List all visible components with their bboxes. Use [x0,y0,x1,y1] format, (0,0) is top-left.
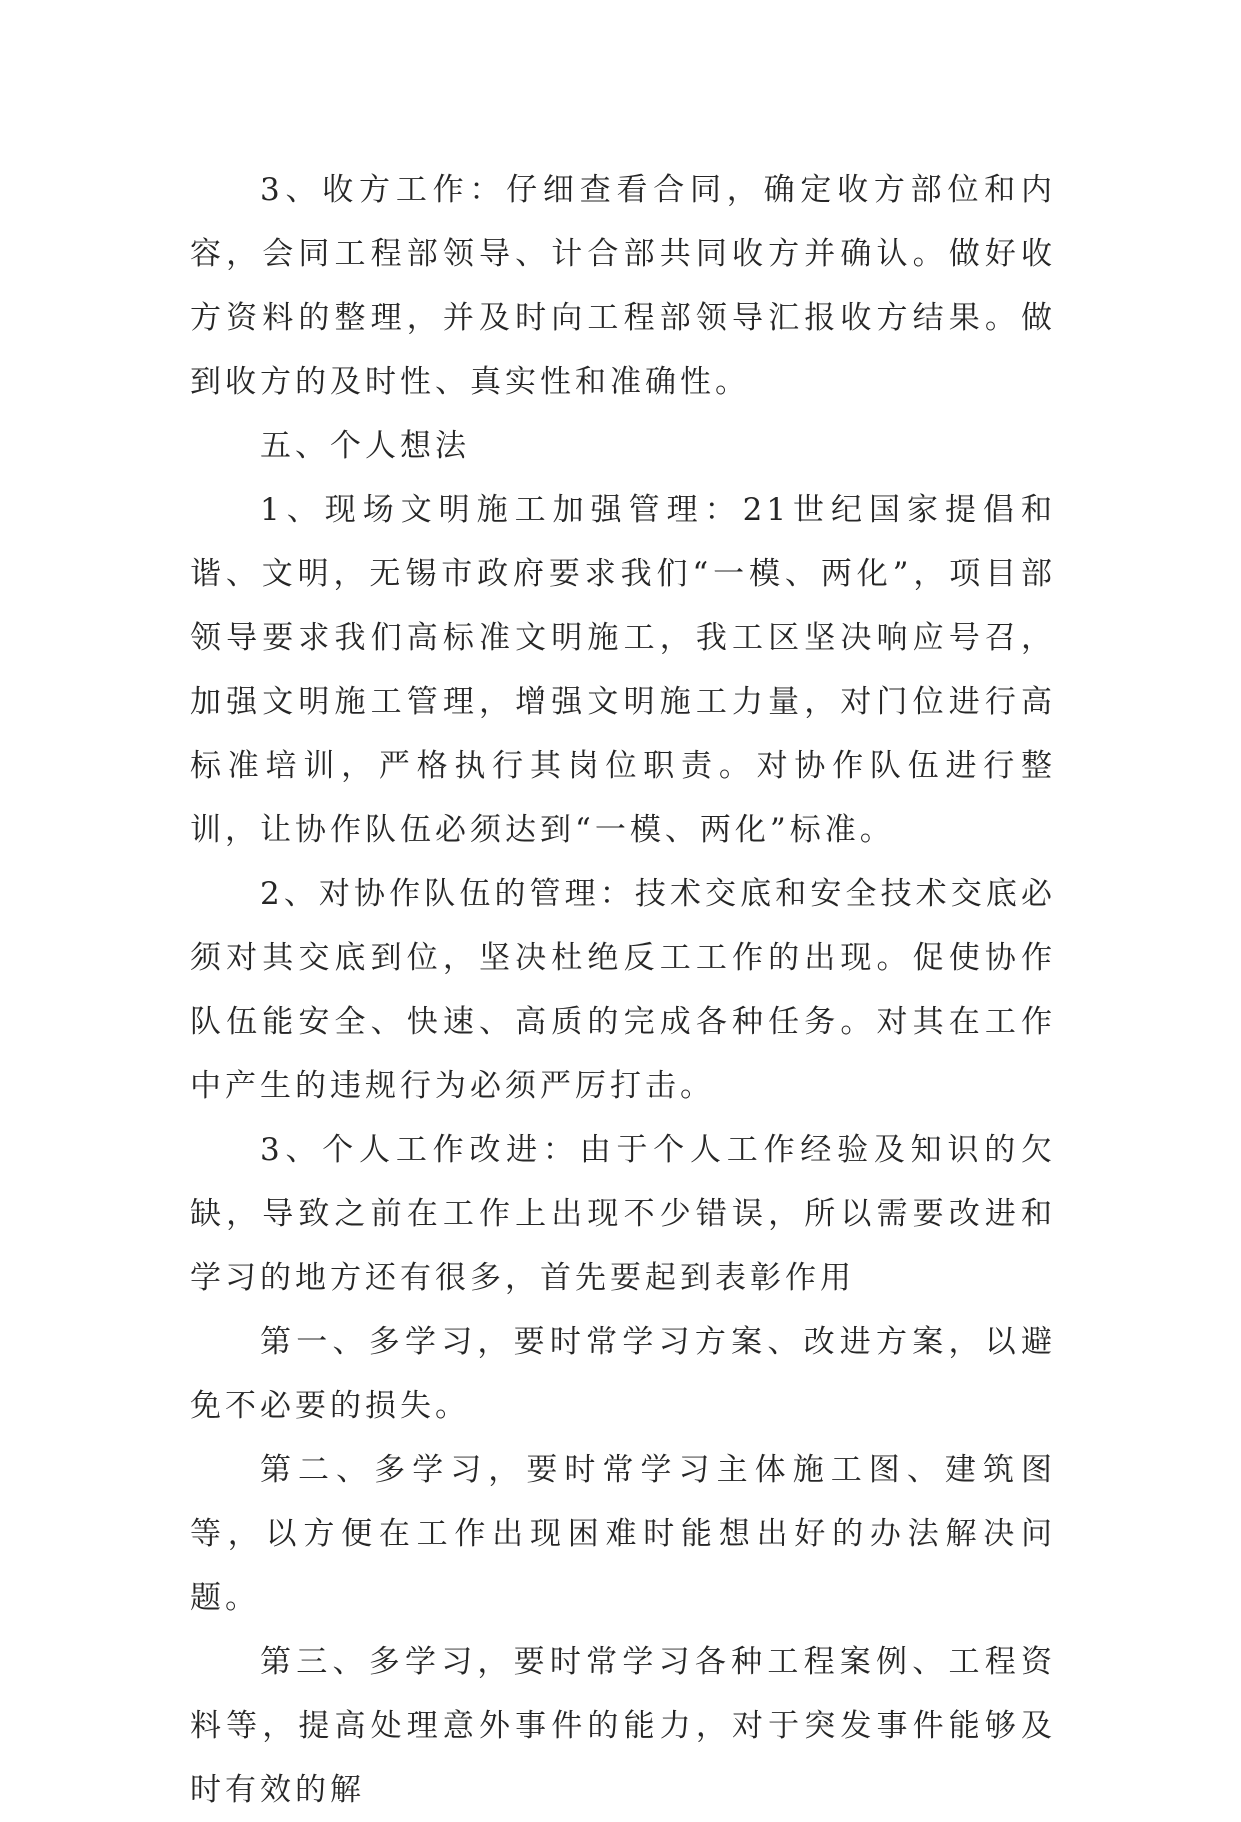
paragraph-personal-improvement: 3、个人工作改进：由于个人工作经验及知识的欠缺，导致之前在工作上出现不少错误，所以需要改进和学习的地方还有很多，首先要起到表彰作用 [190,1132,1056,1296]
section-heading-personal-thoughts: 五、个人想法 [260,428,470,464]
paragraph-team-management: 2、对协作队伍的管理：技术交底和安全技术交底必须对其交底到位，坚决杜绝反工工作的出现。促使协作队伍能安全、快速、高质的完成各种任务。对其在工作中产生的违规行为必须严厉打击。 [190,876,1056,1104]
paragraph-civilized-construction: 1、现场文明施工加强管理：21世纪国家提倡和谐、文明，无锡市政府要求我们“一模、两化”，项目部领导要求我们高标准文明施工，我工区坚决响应号召，加强文明施工管理，增强文明施工力量，对门位进行高标准培训，严格执行其岗位职责。对协作队伍进行整训，让协作队伍必须达到“一模、两化”标准。 [190,492,1056,848]
document-body [190,158,1056,1822]
paragraph-survey-work: 3、收方工作：仔细查看合同，确定收方部位和内容，会同工程部领导、计合部共同收方并确认。做好收方资料的整理，并及时向工程部领导汇报收方结果。做到收方的及时性、真实性和准确性。 [190,172,1056,400]
paragraph-third-point: 第三、多学习，要时常学习各种工程案例、工程资料等，提高处理意外事件的能力，对于突发事件能够及时有效的解 [190,1644,1056,1808]
paragraph-first-point: 第一、多学习，要时常学习方案、改进方案，以避免不必要的损失。 [190,1324,1056,1424]
paragraph-second-point: 第二、多学习，要时常学习主体施工图、建筑图等，以方便在工作出现困难时能想出好的办法解决问题。 [190,1452,1056,1616]
